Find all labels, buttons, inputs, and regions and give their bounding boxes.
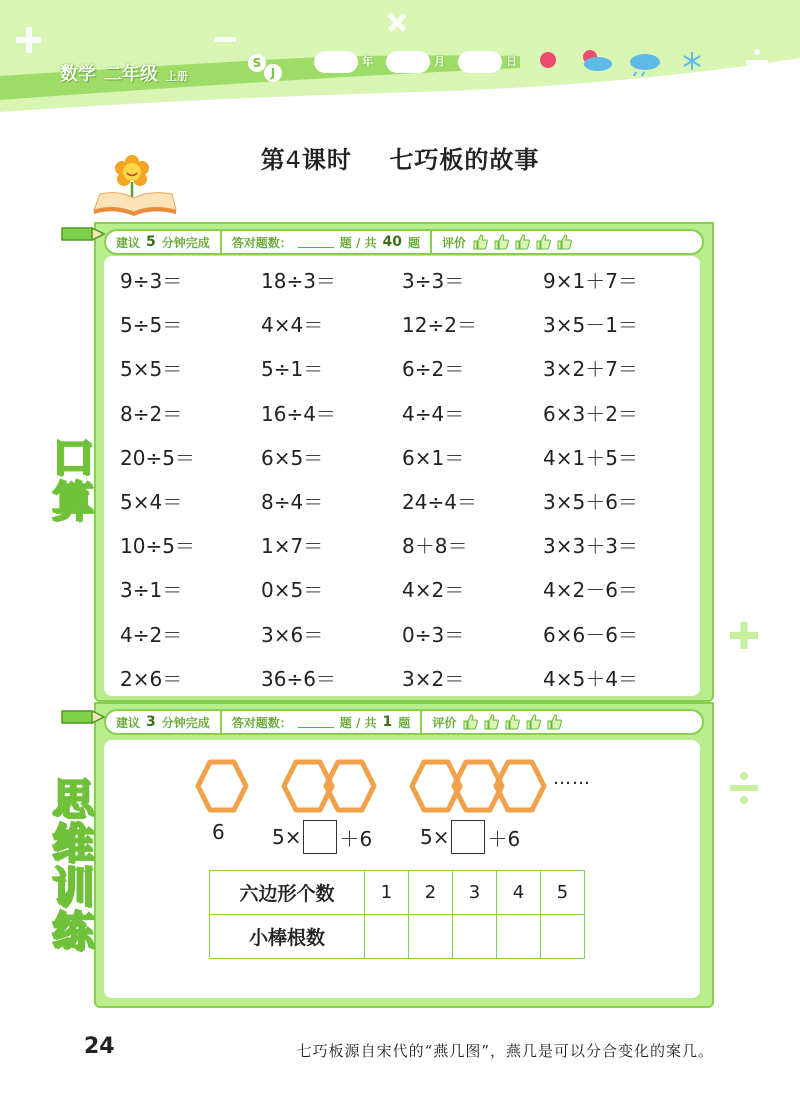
footer-tip: 七巧板源自宋代的“燕几图”，燕几是可以分合变化的案几。 <box>296 1042 714 1060</box>
arithmetic-problem: 3÷1＝ <box>120 578 183 603</box>
correct-label: 答对题数： <box>231 715 292 730</box>
section2-info-bar <box>104 709 704 735</box>
arithmetic-problem: 5×5＝ <box>120 357 183 382</box>
thumb-up-icon[interactable] <box>546 714 562 730</box>
page-number: 24 <box>84 1034 115 1059</box>
table-cell: 5 <box>541 871 585 915</box>
arithmetic-problem: 3×5＋6＝ <box>543 489 638 514</box>
pencil-icon <box>60 220 106 248</box>
arithmetic-problem: 6×3＋2＝ <box>543 401 638 426</box>
caption-two-suffix: ＋6 <box>339 826 373 851</box>
score-summary <box>222 711 423 733</box>
arithmetic-problem: 4÷2＝ <box>120 622 183 647</box>
total-count: 40 <box>382 234 403 250</box>
hexagon-figure-one <box>198 762 246 810</box>
thumb-up-icon[interactable] <box>525 714 541 730</box>
month-field[interactable] <box>386 51 430 73</box>
answer-cell[interactable] <box>409 915 453 959</box>
correct-count-field[interactable] <box>298 716 334 728</box>
suggested-time <box>106 711 222 733</box>
arithmetic-problem: 16÷4＝ <box>261 401 336 426</box>
publisher-badge-j: J <box>264 64 282 82</box>
arithmetic-problem: 3×6＝ <box>261 622 324 647</box>
score-summary <box>222 231 432 253</box>
arithmetic-problem: 5÷1＝ <box>261 357 324 382</box>
total-suffix: 题 <box>408 235 421 250</box>
arithmetic-problem: 24÷4＝ <box>402 489 477 514</box>
arithmetic-problem: 8＋8＝ <box>402 534 468 559</box>
arithmetic-problem: 0×5＝ <box>261 578 324 603</box>
lesson-number: 4 <box>285 146 302 174</box>
caption-one <box>212 820 225 844</box>
rating-label: 评价 <box>442 235 467 250</box>
arithmetic-problem: 3×3＋3＝ <box>543 534 638 559</box>
side-title-char: 思 <box>52 775 95 824</box>
answer-box[interactable] <box>451 820 485 854</box>
suggest-suffix: 分钟完成 <box>161 235 210 250</box>
oral-arithmetic-side-title <box>52 433 95 526</box>
thumb-up-icon[interactable] <box>556 234 572 250</box>
caption-one-value: 6 <box>212 820 225 844</box>
sun-cloud-icon[interactable] <box>583 50 612 71</box>
answer-box[interactable] <box>303 820 337 854</box>
suggest-suffix: 分钟完成 <box>161 715 210 730</box>
caption-two <box>272 820 372 854</box>
hexagon-stick-figures <box>190 758 550 814</box>
decorative-math-symbols <box>724 618 764 808</box>
arithmetic-problem: 1×7＝ <box>261 534 324 559</box>
table-cell: 3 <box>453 871 497 915</box>
rating-label: 评价 <box>432 715 457 730</box>
side-title-char: 算 <box>52 477 95 526</box>
caption-two-prefix: 5× <box>272 825 302 849</box>
arithmetic-problem: 9÷3＝ <box>120 269 183 293</box>
suggest-label: 建议 <box>116 715 141 730</box>
lesson-unit: 课时 <box>301 146 352 174</box>
side-title-char: 训 <box>52 863 95 912</box>
total-suffix: 题 <box>398 715 411 730</box>
table-cell: 2 <box>409 871 453 915</box>
arithmetic-problem: 3×2＋7＝ <box>543 357 638 382</box>
header-title <box>60 60 188 86</box>
arithmetic-problem: 6×5＝ <box>261 445 324 470</box>
year-field[interactable] <box>314 51 358 73</box>
hexagon-figure-three <box>412 762 544 810</box>
side-title-char: 练 <box>52 907 95 956</box>
sun-icon[interactable] <box>540 52 556 68</box>
thumb-up-icon[interactable] <box>483 714 499 730</box>
arithmetic-problem: 3×2＝ <box>402 666 465 691</box>
suggest-label: 建议 <box>116 235 141 250</box>
arithmetic-problem: 3÷3＝ <box>402 269 465 293</box>
rating-thumbs <box>472 234 572 250</box>
lesson-prefix: 第 <box>260 146 286 174</box>
thumb-up-icon[interactable] <box>462 714 478 730</box>
day-label: 日 <box>506 55 517 68</box>
hexagon-stick-table <box>209 870 585 959</box>
section1-info-bar <box>104 229 704 255</box>
lesson-name: 七巧板的故事 <box>389 146 540 174</box>
arithmetic-problem: 4×2－6＝ <box>543 578 638 603</box>
arithmetic-problem: 18÷3＝ <box>261 269 336 293</box>
arithmetic-problem: 6×6－6＝ <box>543 622 638 647</box>
arithmetic-problem: 4×2＝ <box>402 578 465 603</box>
arithmetic-problem: 6÷2＝ <box>402 357 465 382</box>
total-mid: 题 / 共 <box>339 235 377 250</box>
year-label: 年 <box>362 55 373 68</box>
thumb-up-icon[interactable] <box>535 234 551 250</box>
arithmetic-problem: 4×5＋4＝ <box>543 666 638 691</box>
oral-arithmetic-problems <box>120 266 680 708</box>
arithmetic-problem: 3×5－1＝ <box>543 313 638 338</box>
arithmetic-problem: 8÷4＝ <box>261 489 324 514</box>
thumb-up-icon[interactable] <box>514 234 530 250</box>
rating <box>422 711 572 733</box>
caption-three-suffix: ＋6 <box>487 826 521 851</box>
arithmetic-problem: 4×4＝ <box>261 313 324 338</box>
correct-count-field[interactable] <box>298 236 334 248</box>
ellipsis: …… <box>553 768 591 789</box>
answer-cell[interactable] <box>497 915 541 959</box>
table-cell: 4 <box>497 871 541 915</box>
arithmetic-problem: 4÷4＝ <box>402 401 465 426</box>
arithmetic-problem: 9×1＋7＝ <box>543 269 638 293</box>
subject-label: 数学 <box>60 64 96 85</box>
thumb-up-icon[interactable] <box>504 714 520 730</box>
arithmetic-problem: 36÷6＝ <box>261 666 336 691</box>
arithmetic-problem: 5÷5＝ <box>120 313 183 338</box>
side-title-char: 维 <box>52 819 95 868</box>
table-row <box>210 871 585 915</box>
month-label: 月 <box>434 55 445 68</box>
snowflake-icon[interactable] <box>684 52 700 70</box>
arithmetic-problem: 20÷5＝ <box>120 445 195 470</box>
answer-cell[interactable] <box>541 915 585 959</box>
pencil-icon <box>60 703 106 731</box>
answer-cell[interactable] <box>453 915 497 959</box>
arithmetic-problem: 5×4＝ <box>120 489 183 514</box>
arithmetic-problem: 4×1＋5＝ <box>543 445 638 470</box>
thumb-up-icon[interactable] <box>472 234 488 250</box>
weather-icons <box>536 48 706 76</box>
thumb-up-icon[interactable] <box>493 234 509 250</box>
caption-three-prefix: 5× <box>420 825 450 849</box>
suggest-minutes: 5 <box>146 234 156 250</box>
table-row <box>210 915 585 959</box>
suggested-time <box>106 231 222 253</box>
grade-label: 二年级 <box>104 64 158 85</box>
caption-three <box>420 820 520 854</box>
rating-thumbs <box>462 714 562 730</box>
row-header-hexagon-count: 六边形个数 <box>210 871 365 915</box>
hexagon-figure-two <box>284 762 374 810</box>
thinking-training-side-title <box>52 775 95 956</box>
suggest-minutes: 3 <box>146 714 156 730</box>
total-count: 1 <box>382 714 393 730</box>
arithmetic-problem: 10÷5＝ <box>120 534 195 559</box>
arithmetic-problem: 6×1＝ <box>402 445 465 470</box>
arithmetic-problem: 12÷2＝ <box>402 313 477 338</box>
correct-label: 答对题数： <box>231 235 292 250</box>
arithmetic-problem: 0÷3＝ <box>402 622 465 647</box>
day-field[interactable] <box>458 51 502 73</box>
row-header-stick-count: 小棒根数 <box>210 915 365 959</box>
arithmetic-problem: 2×6＝ <box>120 666 183 691</box>
arithmetic-problem: 8÷2＝ <box>120 401 183 426</box>
total-mid: 题 / 共 <box>339 715 377 730</box>
table-cell: 1 <box>365 871 409 915</box>
volume-label: 上册 <box>166 70 188 83</box>
answer-cell[interactable] <box>365 915 409 959</box>
rating <box>432 231 582 253</box>
book-flower-illustration <box>92 152 178 224</box>
publisher-badge-s: S <box>248 54 266 72</box>
rain-cloud-icon[interactable] <box>630 54 660 76</box>
side-title-char: 口 <box>52 433 95 482</box>
